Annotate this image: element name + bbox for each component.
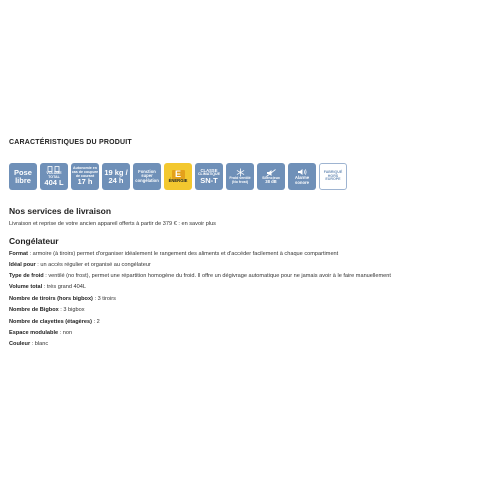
services-text: Livraison et reprise de votre ancien appareil offerts à partir de 379 € : en savoir plus	[9, 221, 216, 227]
pose-libre-badge	[9, 163, 37, 190]
badge-line: sonore	[295, 179, 309, 185]
spec-label: Nombre de Bigbox	[9, 307, 59, 313]
badge-line: Alarme	[294, 175, 310, 181]
congelateur-title: Congélateur	[9, 236, 59, 246]
spec-format	[9, 251, 338, 257]
spec-espace-modulable	[9, 330, 72, 336]
badge-line: cas de coupure	[71, 169, 99, 174]
spec-label: Format	[9, 251, 28, 257]
badge-line: HORS	[327, 173, 339, 178]
spec-value: : un accès régulier et organisé au congélateur	[35, 262, 151, 268]
services-title: Nos services de livraison	[9, 206, 112, 216]
spec-value: : ventilé (no frost), permet une répartition homogène du froid. Il offre un dégivrage automatique pour ne jamais avoir à le faire manuellement	[43, 273, 391, 279]
badge-line: Silencieux	[262, 175, 280, 180]
spec-label: Type de froid	[9, 273, 44, 279]
feature-badges	[9, 163, 347, 190]
volume-total-badge	[40, 163, 68, 190]
spec-value: : 3 bigbox	[58, 307, 85, 313]
spec-label: Volume total	[9, 284, 43, 290]
badge-line: de courant	[75, 173, 95, 178]
badge-line: 24 h	[108, 175, 124, 185]
spec-label: Nombre de clayettes (étagères)	[9, 319, 93, 325]
spec-value: : non	[58, 330, 73, 336]
badge-line: 17 h	[77, 177, 93, 187]
fabrique-hors-europe-badge	[319, 163, 347, 190]
spec-couleur	[9, 341, 48, 347]
badge-line: FABRIQUÉ	[323, 170, 343, 175]
badge-line: SN-T	[200, 175, 218, 185]
silence-badge	[257, 163, 285, 190]
badge-line: (No frost)	[231, 180, 249, 184]
badge-line: CLIMATIQUE	[197, 172, 221, 177]
classe-climatique-badge	[195, 163, 223, 190]
spec-value: : armoire (à tiroirs) permet d'organiser idéalement le rangement des aliments et d'accéder facilement à chaque compartiment	[27, 251, 339, 257]
spec-value: : blanc	[30, 341, 49, 347]
spec-value: : 2	[92, 319, 100, 325]
spec-label: Idéal pour	[9, 262, 36, 268]
badge-line: 404 L	[44, 178, 64, 188]
spec-label: Nombre de tiroirs (hors bigbox)	[9, 296, 93, 302]
spec-value: : 3 tiroirs	[92, 296, 116, 302]
spec-label: Espace modulable	[9, 330, 59, 336]
energy-class-badge	[164, 163, 192, 190]
energy-letter: E	[172, 170, 185, 179]
spec-nombre-bigbox	[9, 307, 85, 313]
spec-label: Couleur	[9, 341, 31, 347]
badge-line: 38 dB	[265, 179, 277, 185]
congelation-capacity-badge	[102, 163, 130, 190]
spec-ideal-pour	[9, 262, 151, 268]
badge-line: ÉNERGIE	[168, 177, 188, 183]
spec-nombre-tiroirs	[9, 296, 116, 302]
badge-line: 19 kg /	[104, 168, 128, 177]
spec-nombre-clayettes	[9, 319, 100, 325]
alarme-badge	[288, 163, 316, 190]
badge-line: VOLUME TOTAL	[46, 171, 62, 179]
badge-line: Fonction	[138, 169, 156, 175]
badge-line: Autonomie en	[73, 166, 97, 171]
super-congelation-badge	[133, 163, 161, 190]
badge-line: Pose	[14, 168, 32, 177]
froid-ventile-badge	[226, 163, 254, 190]
badge-line: CLASSE	[200, 167, 218, 173]
spec-volume-total	[9, 284, 86, 290]
section-title: CARACTÉRISTIQUES DU PRODUIT	[9, 139, 132, 146]
spec-value: : très grand 404L	[42, 284, 87, 290]
badge-line: congélation	[135, 177, 159, 183]
badge-line: super	[141, 173, 153, 179]
badge-line: libre	[15, 175, 31, 185]
autonomie-badge	[71, 163, 99, 190]
badge-line: Froid ventilé	[229, 176, 251, 181]
badge-line: EUROPE	[325, 177, 341, 182]
spec-type-froid	[9, 273, 391, 279]
